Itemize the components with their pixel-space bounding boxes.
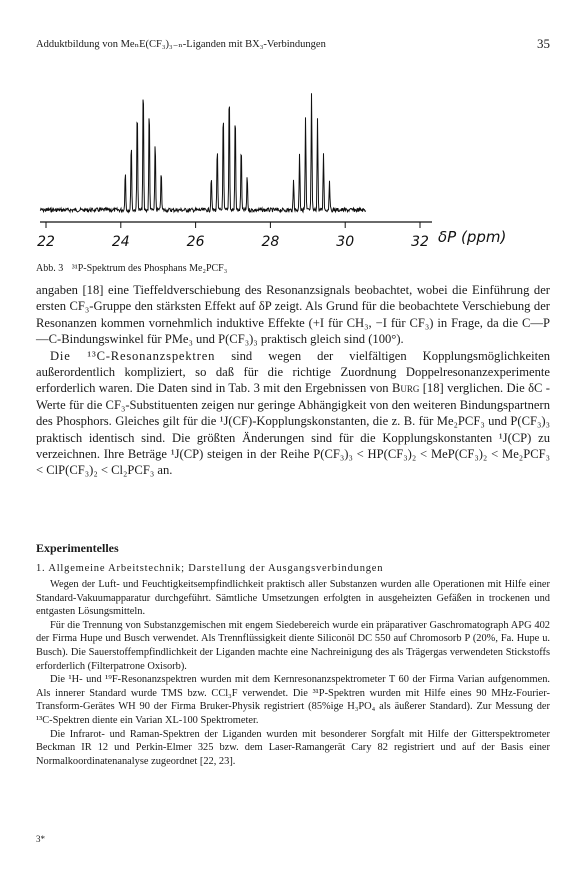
spectrum-trace: [40, 93, 366, 212]
page-header: [36, 36, 550, 52]
body-paragraph-2-part-a: sind wegen der vielfältigen Kopplungsmöglichkeiten außerordentlich kompliziert, so daß für die richtige Zuordnung Doppelresonanzexperimente erforderlich waren. Die Daten sind in Tab. 3 mit den Ergebnissen von: [36, 348, 550, 396]
spaced-term: Die ¹³C-Resonanzspektren: [50, 348, 216, 363]
x-axis-label: δP (ppm): [438, 228, 507, 246]
body-paragraph-2: [36, 348, 550, 479]
body-paragraph-1: angaben [18] eine Tieffeldverschiebung des Resonanzsignals beobachtet, wobei die Einführung der ersten CF₃-Gruppe den stärksten Effekt auf δP zeigt. Als Grund für die beobachtete Verschiebung der Resonanzen kommen vornehmlich induktive Effekte (+I für CH₃, −I für CF₃) in Frage, da die C—P—C-Bindungswinkel für PMe₃ und P(CF₃)₃ praktisch gleich sind (100°).: [36, 283, 550, 347]
x-tick-label: 22: [37, 234, 55, 250]
page-number: 35: [537, 36, 550, 51]
x-tick-label: 28: [261, 234, 280, 250]
signature-mark: 3*: [36, 834, 45, 844]
experimental-paragraph-4: Die Infrarot- und Raman-Spektren der Liganden wurden mit besonderer Sorgfalt mit Hilfe der Gitterspektrometer Beckman IR 12 und Perkin-Elmer 325 bzw. dem Laser-Ramangerät Cary 82 registriert und auf der Basis einer Normalkoordinatenanalyse zugeordnet [22, 23].: [36, 728, 550, 767]
experimental-paragraph-1: Wegen der Luft- und Feuchtigkeitsempfindlichkeit praktisch aller Substanzen wurden alle Operationen mit Hilfe einer Standard-Vakuumapparatur durchgeführt. Sämtliche Umsetzungen erfolgten in ausgeheizten Gefäßen in trockenen und entgasten Lösungsmitteln.: [36, 579, 550, 618]
experimental-paragraph-2: Für die Trennung von Substanzgemischen mit engem Siedebereich wurde ein präparativer Gaschromatograph APG 402 der Firma Hupe und Busch verwendet. Als Trennflüssigkeit diente Siliconöl DC 550 auf Chromosorb P (20%, Fa. Hupe u. Busch). Die Sauerstoffempfindlichkeit der Liganden machte eine Nachreinigung des als Trägergas verwendeten Stickstoffs erforderlich (Filterpatrone Oxisorb).: [36, 619, 550, 672]
figure-caption: [36, 263, 227, 274]
subsection-heading: 1. Allgemeine Arbeitstechnik; Darstellung der Ausgangsverbindungen: [36, 563, 384, 574]
x-tick-label: 30: [336, 234, 355, 250]
author-name: Burg: [391, 381, 420, 396]
spectrum-plot: [36, 60, 550, 270]
body-paragraph-2-part-b: [18] verglichen. Die δC -Werte für die CF₃-Substituenten zeigen nur geringe Abhängigkeit von den weiteren Bindungspartnern des Phosphors. Gleiches gilt für die ¹J(CF)-Kopplungskonstanten, die z. B. für Me₂PCF₃ und P(CF₃)₃ praktisch identisch sind. Die größten Änderungen sind für die Kopplungskonstanten ¹J(CP) zu verzeichnen. Ihre Beträge ¹J(CP) steigen in der Reihe P(CF₃)₃ < HP(CF₃)₂ < MeP(CF₃)₂ < Me₂PCF₃ < ClP(CF₃)₂ < Cl₂PCF₃ an.: [36, 381, 550, 478]
x-axis-ticks: [37, 222, 429, 250]
caption-text: ³¹P-Spektrum des Phosphans Me₂PCF₃: [71, 263, 228, 274]
x-tick-label: 24: [111, 234, 130, 250]
x-tick-label: 32: [411, 234, 429, 250]
running-title: Adduktbildung von MeₙE(CF₃)₃₋ₙ-Liganden mit BX₃-Verbindungen: [36, 39, 326, 50]
caption-number: Abb. 3: [36, 263, 64, 274]
nmr-spectrum-figure: [36, 60, 550, 280]
experimental-paragraph-3: Die ¹H- und ¹⁹F-Resonanzspektren wurden mit dem Kernresonanzspektrometer T 60 der Firma Varian aufgenommen. Als innerer Standard wurde TMS bzw. CCl₃F verwendet. Die ³¹P-Spektren wurden mit Hilfe eines 90 MHz-Fourier-Transform-Gerätes WH 90 der Firma Bruker-Physik registriert (85%ige H₃PO₄ als äußerer Standard). Zur Messung der ¹³C-Spektren diente ein Varian XL-100 Spektrometer.: [36, 674, 550, 726]
section-heading: Experimentelles: [36, 541, 119, 555]
body-text: [36, 282, 550, 479]
experimental-text: [36, 578, 550, 768]
x-tick-label: 26: [186, 234, 205, 250]
